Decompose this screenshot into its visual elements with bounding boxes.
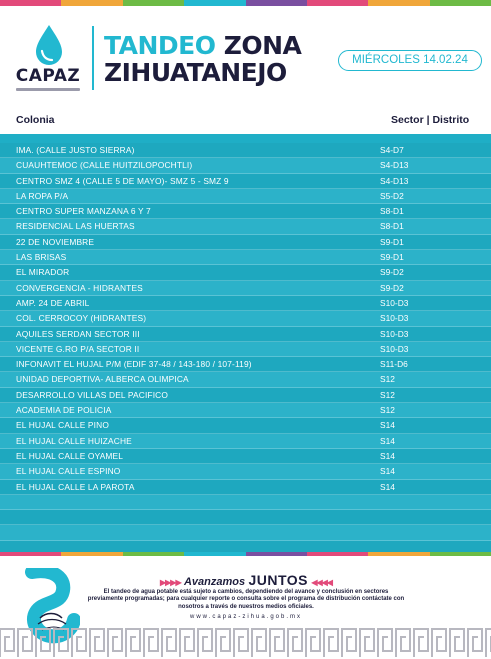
- page-title-line1: [104, 32, 301, 60]
- sector-cell: S12: [380, 374, 395, 385]
- fret-motif: [396, 629, 410, 657]
- table-row: [0, 388, 491, 403]
- table-row: [0, 174, 491, 189]
- slogan-arrows-right: ◀◀◀◀: [311, 578, 332, 587]
- table-header: [0, 108, 491, 134]
- colonia-cell: CUAUHTEMOC (CALLE HUITZILOPOCHTLI): [16, 160, 193, 171]
- colonia-cell: EL HUJAL CALLE OYAMEL: [16, 450, 124, 461]
- table-row: [0, 296, 491, 311]
- colonia-cell: LA ROPA P/A: [16, 190, 69, 201]
- table-row: [0, 158, 491, 173]
- table-row: [0, 403, 491, 418]
- footer: [0, 556, 491, 659]
- table-row: [0, 449, 491, 464]
- fret-motif: [306, 629, 320, 657]
- table-row: [0, 189, 491, 204]
- colonia-cell: AMP. 24 DE ABRIL: [16, 297, 90, 308]
- table-row: [0, 281, 491, 296]
- table-row: [0, 342, 491, 357]
- sector-cell: S12: [380, 405, 395, 416]
- table-body: [0, 143, 491, 556]
- sector-cell: S8-D1: [380, 221, 404, 232]
- colonia-cell: LAS BRISAS: [16, 252, 67, 263]
- capaz-logo: [14, 24, 82, 100]
- sector-cell: S10-D3: [380, 313, 409, 324]
- table-row: [0, 418, 491, 433]
- colonia-cell: AQUILES SERDAN SECTOR III: [16, 328, 140, 339]
- fret-motif: [288, 629, 302, 657]
- water-drop-icon: [34, 24, 64, 66]
- fret-motif: [0, 629, 14, 657]
- table-row: [0, 250, 491, 265]
- table-row: [0, 204, 491, 219]
- fret-motif: [468, 629, 482, 657]
- fret-motif: [234, 629, 248, 657]
- fret-motif: [360, 629, 374, 657]
- fret-motif: [378, 629, 392, 657]
- colonia-cell: EL HUJAL CALLE ESPINO: [16, 466, 121, 477]
- table-row: [0, 219, 491, 234]
- sector-cell: S9-D2: [380, 267, 404, 278]
- sector-cell: S8-D1: [380, 206, 404, 217]
- colonia-cell: CENTRO SMZ 4 (CALLE 5 DE MAYO)- SMZ 5 - SMZ 9: [16, 175, 229, 186]
- sector-cell: S9-D1: [380, 252, 404, 263]
- schedule-table: [0, 108, 491, 556]
- fret-motif: [486, 629, 491, 657]
- header: [0, 6, 491, 108]
- table-row: [0, 525, 491, 540]
- colonia-cell: UNIDAD DEPORTIVA- ALBERCA OLIMPICA: [16, 374, 189, 385]
- fret-motif: [414, 629, 428, 657]
- table-row: [0, 143, 491, 158]
- fret-motif: [108, 629, 122, 657]
- sector-cell: S4-D13: [380, 160, 409, 171]
- website-url: www.capaz-zihua.gob.mx: [189, 614, 303, 620]
- header-divider: [92, 26, 94, 90]
- fret-motif: [270, 629, 284, 657]
- sector-cell: S9-D1: [380, 236, 404, 247]
- table-row: [0, 327, 491, 342]
- colonia-cell: IMA. (CALLE JUSTO SIERRA): [16, 145, 135, 155]
- fret-motif: [36, 629, 50, 657]
- sector-cell: S14: [380, 450, 395, 461]
- colonia-cell: RESIDENCIAL LAS HUERTAS: [16, 221, 135, 232]
- table-row: [0, 434, 491, 449]
- colonia-cell: EL MIRADOR: [16, 267, 70, 278]
- colonia-cell: EL HUJAL CALLE LA PAROTA: [16, 481, 135, 492]
- table-row: [0, 464, 491, 479]
- fret-motif: [180, 629, 194, 657]
- table-row: [0, 372, 491, 387]
- fret-motif: [252, 629, 266, 657]
- colonia-cell: CONVERGENCIA - HIDRANTES: [16, 282, 143, 293]
- sector-cell: S4-D13: [380, 175, 409, 186]
- table-row: [0, 311, 491, 326]
- column-header-sector-distrito: Sector | Distrito: [391, 114, 470, 126]
- colonia-cell: 22 DE NOVIEMBRE: [16, 236, 95, 247]
- slogan-word-juntos: JUNTOS: [248, 572, 308, 588]
- colonia-cell: DESARROLLO VILLAS DEL PACIFICO: [16, 389, 169, 400]
- sector-cell: S4-D7: [380, 145, 404, 155]
- sector-cell: S10-D3: [380, 297, 409, 308]
- colonia-cell: VICENTE G.RO P/A SECTOR II: [16, 343, 140, 354]
- colonia-cell: ACADEMIA DE POLICIA: [16, 405, 112, 416]
- fret-motif: [198, 629, 212, 657]
- page-title-line2: ZIHUATANEJO: [104, 58, 287, 87]
- colonia-cell: COL. CERROCOY (HIDRANTES): [16, 313, 147, 324]
- sector-cell: S10-D3: [380, 328, 409, 339]
- fret-motif: [342, 629, 356, 657]
- column-header-colonia: Colonia: [16, 114, 55, 126]
- title-word-zona: ZONA: [223, 31, 302, 60]
- fret-motif: [162, 629, 176, 657]
- fret-motif: [450, 629, 464, 657]
- title-word-tandeo: TANDEO: [104, 31, 216, 60]
- greek-fret-pattern: [0, 623, 491, 659]
- slogan: [160, 572, 360, 588]
- colonia-cell: CENTRO SUPER MANZANA 6 Y 7: [16, 206, 151, 217]
- logo-wordmark: CAPAZ: [15, 66, 81, 86]
- table-row: [0, 510, 491, 525]
- sector-cell: S14: [380, 435, 395, 446]
- logo-tagline-bar: [16, 88, 80, 91]
- sector-cell: S14: [380, 466, 395, 477]
- sector-cell: S5-D2: [380, 190, 404, 201]
- fret-motif: [216, 629, 230, 657]
- slogan-arrows-left: ▶▶▶▶: [160, 578, 181, 587]
- table-row: [0, 495, 491, 510]
- date-badge: MIÉRCOLES 14.02.24: [338, 50, 482, 71]
- sector-cell: S14: [380, 420, 395, 431]
- fret-motif: [18, 629, 32, 657]
- fret-motif: [144, 629, 158, 657]
- table-row: [0, 235, 491, 250]
- slogan-word-avanzamos: Avanzamos: [183, 576, 246, 588]
- fret-motif: [72, 629, 86, 657]
- fret-motif: [90, 629, 104, 657]
- sector-cell: S9-D2: [380, 282, 404, 293]
- fret-motif: [324, 629, 338, 657]
- fret-motif: [126, 629, 140, 657]
- fret-motif: [432, 629, 446, 657]
- sector-cell: S12: [380, 389, 395, 400]
- sector-cell: S14: [380, 481, 395, 492]
- table-row: [0, 357, 491, 372]
- colonia-cell: EL HUJAL CALLE PINO: [16, 420, 109, 431]
- table-row: [0, 265, 491, 280]
- sector-cell: S11-D6: [380, 359, 408, 370]
- colonia-cell: INFONAVIT EL HUJAL P/M (EDIF 37-48 / 143-180 / 107-119): [16, 359, 252, 370]
- fret-motif: [54, 629, 68, 657]
- sector-cell: S10-D3: [380, 343, 409, 354]
- colonia-cell: EL HUJAL CALLE HUIZACHE: [16, 435, 132, 446]
- table-row: [0, 480, 491, 495]
- disclaimer-text: El tandeo de agua potable está sujeto a cambios, dependiendo del avance y conclusión en sectores previamente programadas; para cualquier reporte o consulta sobre el programa de distribución contáctate con nosotros a través de nuestros medios oficiales.: [87, 589, 405, 610]
